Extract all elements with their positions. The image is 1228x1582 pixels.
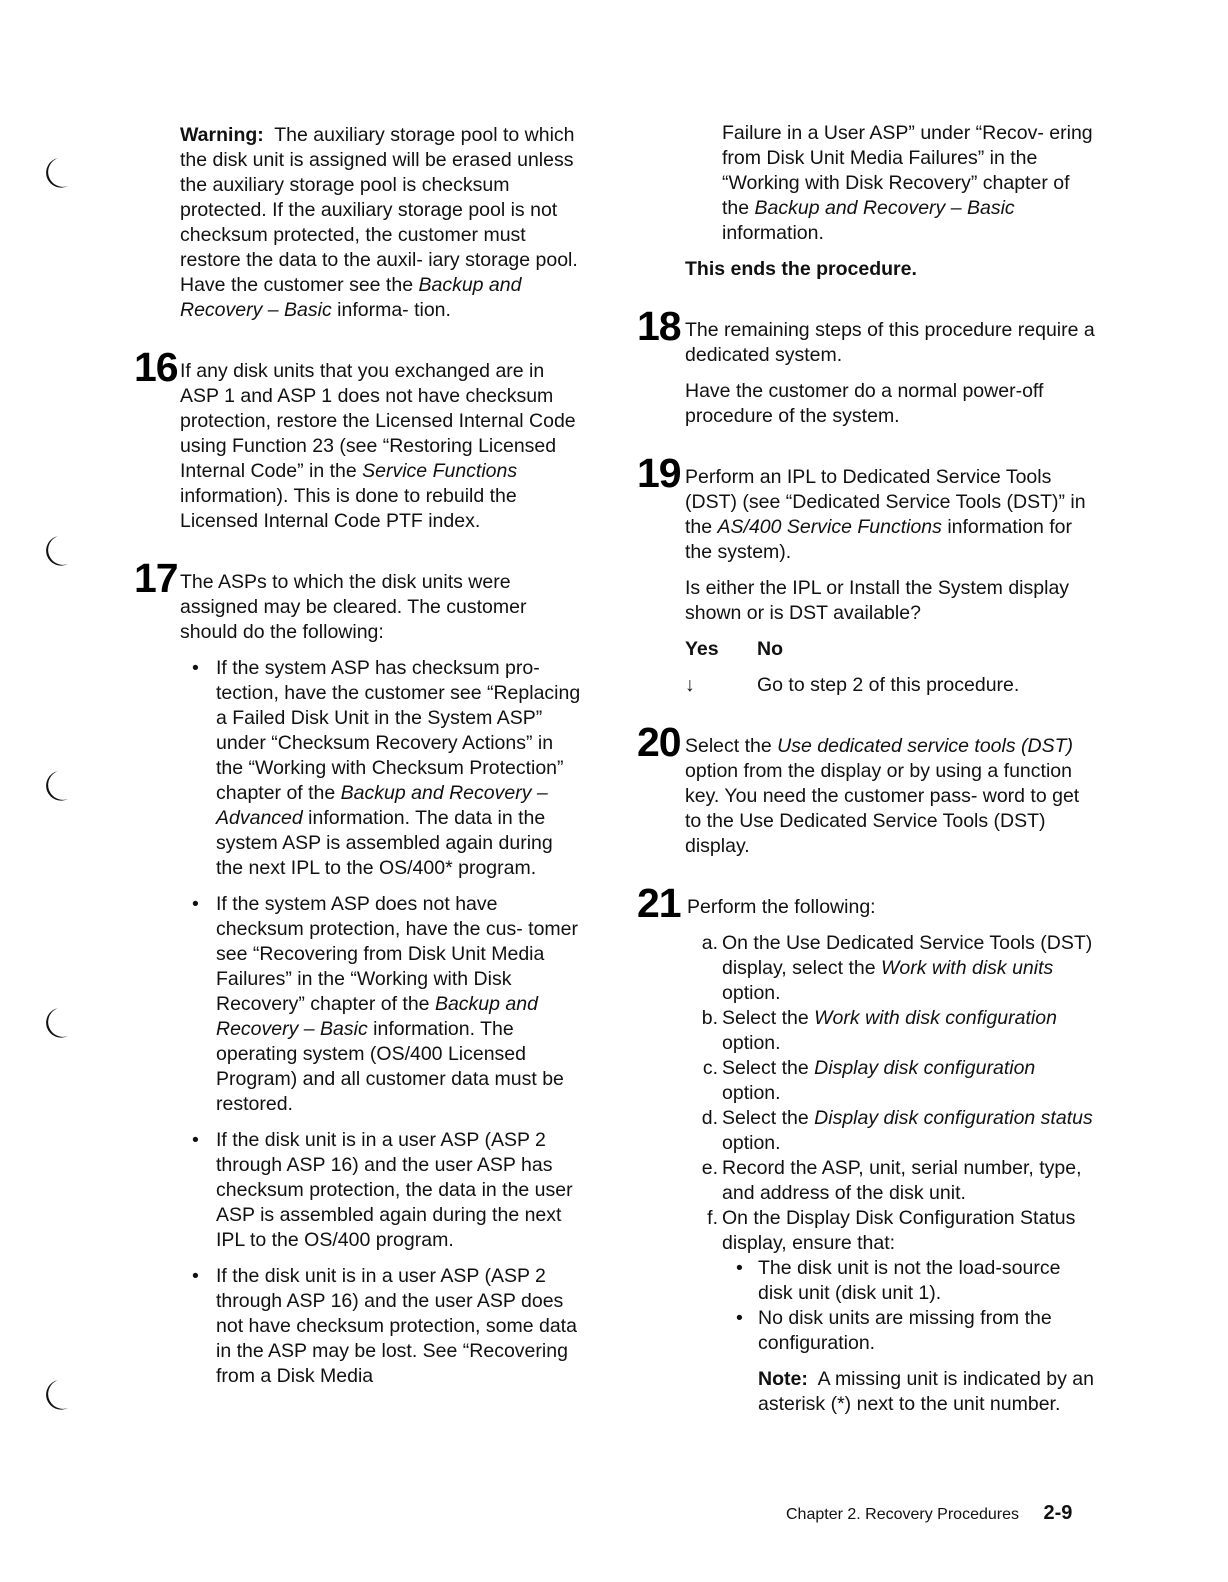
item-d-text-1: Select the <box>722 1107 809 1129</box>
note-paragraph <box>758 1367 1097 1417</box>
bullet1-reference: Backup and Recovery – Advanced <box>216 782 548 829</box>
continued-reference: Backup and Recovery – Basic <box>754 197 1015 219</box>
right-column <box>637 121 1097 1417</box>
punch-mark-2 <box>36 534 70 568</box>
step-number: 19 <box>637 450 681 496</box>
step20-text-1: Select the <box>685 735 772 757</box>
list-letter: c. <box>702 1057 718 1079</box>
bullet2-text-2: information. The operating system (OS/400 Licensed Program) and all customer data must be restored. <box>216 1018 564 1115</box>
list-letter: b. <box>701 1007 718 1029</box>
bullet1-text-1: If the system ASP has checksum pro- tection, have the customer see “Replacing a Failed Disk Unit in the System ASP” under “Checksum Recovery Actions” in the “Working with Checksum Protection” chapter of the <box>216 657 581 804</box>
down-arrow-icon: ↓ <box>685 674 695 696</box>
step19-text-1: Perform an IPL to Dedicated Service Tools (DST) (see “Dedicated Service Tools (DST)” in the <box>685 466 1086 538</box>
left-column <box>134 123 584 1400</box>
item-a-text-1: On the Use Dedicated Service Tools (DST) display, select the <box>722 932 1093 979</box>
step-text <box>685 734 1097 859</box>
continued-text <box>637 121 1097 246</box>
list-letter: d. <box>701 1107 718 1129</box>
punch-mark-5 <box>36 1378 70 1412</box>
step16-text-1: If any disk units that you exchanged are in ASP 1 and ASP 1 does not have checksum protection, restore the Licensed Internal Code using Function 23 (see “Restoring Licensed Internal Code” in the <box>180 360 576 482</box>
item-f-bullets <box>722 1256 1097 1356</box>
item-c-text-2: option. <box>722 1082 781 1104</box>
item-c-text-1: Select the <box>722 1057 809 1079</box>
warning-text: The auxiliary storage pool to which the disk unit is assigned will be erased unless the auxiliary storage pool is checksum protected. If the auxiliary storage pool is not checksum protected, the customer must restore the data to the auxil- iary storage pool. Have the customer see the <box>180 124 578 296</box>
item-b-text-1: Select the <box>722 1007 809 1029</box>
continued-text-2: information. <box>722 222 824 244</box>
list-item: • The disk unit is not the load-source disk unit (disk unit 1). <box>758 1256 1097 1306</box>
step-text: The ASPs to which the disk units were assigned may be cleared. The customer should do the following: <box>180 571 527 643</box>
step-text: The remaining steps of this procedure require a dedicated system. <box>685 319 1095 366</box>
page-footer <box>786 1500 1086 1528</box>
note-text: A missing unit is indicated by an asterisk (*) next to the unit number. <box>758 1368 1094 1415</box>
list-item <box>707 1206 1097 1417</box>
list-item: • If the disk unit is in a user ASP (ASP 2 through ASP 16) and the user ASP has checksum protection, the data in the user ASP is assembled again during the next IPL to the OS/400 program. <box>216 1128 584 1253</box>
list-item: • If the disk unit is in a user ASP (ASP 2 through ASP 16) and the user ASP does not have checksum protection, some data in the ASP may be lost. See “Recovering from a Disk Media <box>216 1264 584 1389</box>
step20-text-2: option from the display or by using a function key. You need the customer pass- word to get to the Use Dedicated Service Tools (DST) display. <box>685 760 1080 857</box>
step21-list <box>637 931 1097 1417</box>
step-18 <box>637 303 1097 429</box>
item-f-text: On the Display Disk Configuration Status display, ensure that: <box>722 1207 1076 1254</box>
step-paragraph: Have the customer do a normal power-off procedure of the system. <box>685 380 1044 427</box>
bullet1-text-2: information. The data in the system ASP is assembled again during the next IPL to the OS/400* program. <box>216 807 553 879</box>
step-16 <box>134 344 584 534</box>
yes-label: Yes <box>685 638 719 660</box>
procedure-end-text: This ends the procedure. <box>685 258 917 280</box>
step20-reference: Use dedicated service tools (DST) <box>777 735 1074 757</box>
step16-text-2: information). This is done to rebuild the Licensed Internal Code PTF index. <box>180 485 517 532</box>
step17-bullet-list <box>134 656 584 1389</box>
list-item: • No disk units are missing from the configuration. <box>758 1306 1097 1356</box>
punch-mark-3 <box>36 769 70 803</box>
chapter-title: Chapter 2. Recovery Procedures <box>786 1506 1019 1523</box>
list-item <box>701 1006 1097 1056</box>
item-b-text-2: option. <box>722 1032 781 1054</box>
warning-reference: Backup and Recovery – Basic <box>180 274 522 321</box>
item-c-option: Display disk configuration <box>814 1057 1036 1079</box>
step-number: 21 <box>637 880 681 926</box>
step19-text-2: information for the system). <box>685 516 1072 563</box>
warning-label: Warning: <box>180 124 264 146</box>
punch-mark-4 <box>36 1006 70 1040</box>
step-20 <box>637 719 1097 859</box>
list-item <box>216 656 584 881</box>
step-question: Is either the IPL or Install the System display shown or is DST available? <box>685 577 1070 624</box>
list-item <box>701 931 1097 1006</box>
step-text <box>685 465 1097 565</box>
step-number: 16 <box>134 344 178 390</box>
item-a-option: Work with disk units <box>880 957 1054 979</box>
list-letter: a. <box>701 932 718 954</box>
no-label: No <box>757 638 783 660</box>
yes-no-row <box>637 673 1097 698</box>
list-letter: f. <box>707 1207 718 1229</box>
step-number: 17 <box>134 555 178 601</box>
step-17 <box>134 555 584 645</box>
item-b-option: Work with disk configuration <box>814 1007 1057 1029</box>
step-text: Perform the following: <box>687 896 876 918</box>
item-d-option: Display disk configuration status <box>814 1107 1093 1129</box>
list-item <box>701 1106 1097 1156</box>
step-number: 18 <box>637 303 681 349</box>
punch-mark-1 <box>36 156 70 190</box>
page-number: 2-9 <box>1043 1502 1073 1524</box>
list-item <box>702 1056 1097 1106</box>
bullet2-text-1: If the system ASP does not have checksum protection, have the cus- tomer see “Recovering from Disk Unit Media Failures” in the “Working with Disk Recovery” chapter of the <box>216 893 578 1015</box>
note-label: Note: <box>758 1368 808 1390</box>
goto-instruction: Go to step 2 of this procedure. <box>757 674 1020 696</box>
item-e-text: Record the ASP, unit, serial number, type, and address of the disk unit. <box>722 1157 1082 1204</box>
bullet2-reference: Backup and Recovery – Basic <box>216 993 538 1040</box>
yes-no-header <box>637 637 1097 662</box>
step-text <box>180 359 584 534</box>
step-19 <box>637 450 1097 626</box>
list-item <box>216 892 584 1117</box>
list-item <box>701 1156 1097 1206</box>
item-d-text-2: option. <box>722 1132 781 1154</box>
continued-text-1: Failure in a User ASP” under “Recov- ering from Disk Unit Media Failures” in the “Working with Disk Recovery” chapter of the <box>722 122 1093 219</box>
list-letter: e. <box>701 1157 718 1179</box>
warning-paragraph <box>134 123 584 323</box>
step-21 <box>637 880 1097 926</box>
step-number: 20 <box>637 719 681 765</box>
step16-reference: Service Functions <box>362 460 518 482</box>
item-a-text-2: option. <box>722 982 781 1004</box>
step19-reference: AS/400 Service Functions <box>717 516 942 538</box>
warning-text-end: informa- tion. <box>337 299 451 321</box>
